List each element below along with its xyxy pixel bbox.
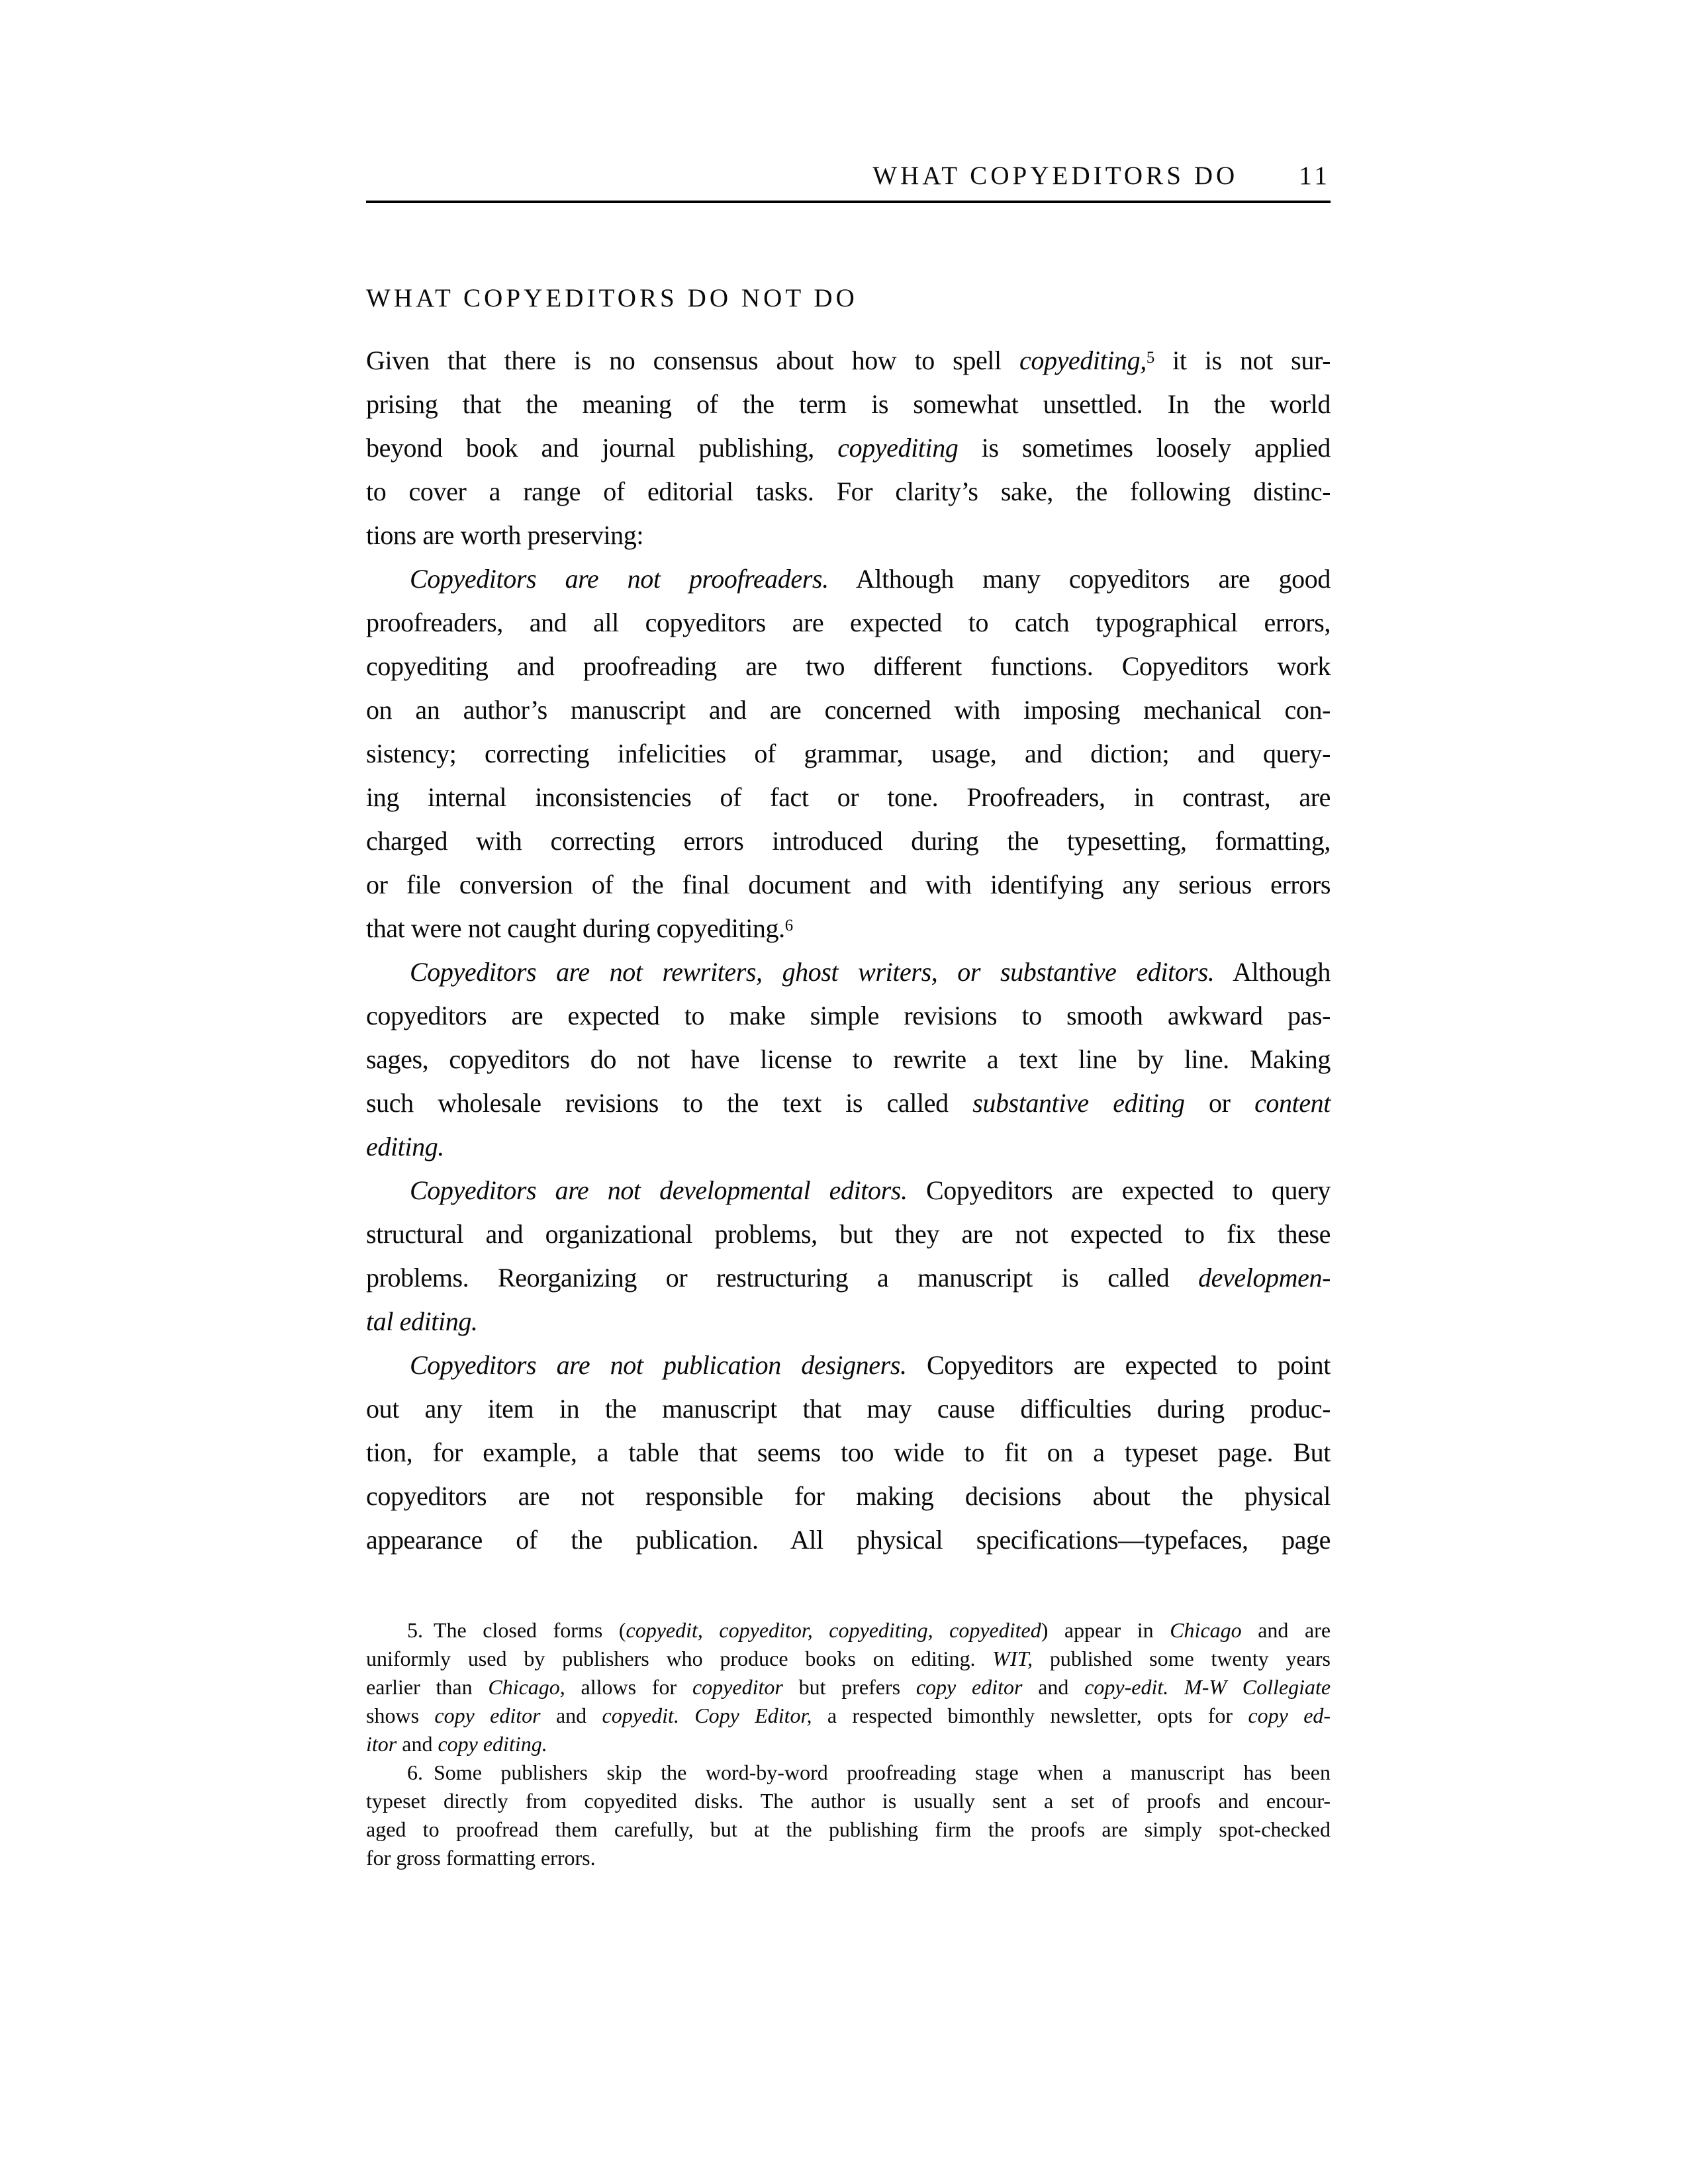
italic-text-segment: Copyeditors are not publication designers.: [410, 1350, 907, 1380]
text-segment: beyond book and journal publishing,: [366, 433, 838, 463]
body-text-line: [366, 1256, 1331, 1300]
italic-text-segment: copyediting,: [1019, 345, 1147, 375]
text-segment: earlier than: [366, 1675, 489, 1699]
body-text-line: [366, 1125, 1331, 1169]
italic-text-segment: M-W Collegiate: [1184, 1675, 1331, 1699]
text-segment: and are: [1241, 1618, 1331, 1642]
body-text-line: [366, 557, 1331, 601]
footnote-text-line: [366, 1787, 1331, 1815]
body-text-line: [366, 732, 1331, 776]
italic-text-segment: copyedit, copyeditor, copyediting, copyedited: [626, 1618, 1041, 1642]
text-segment: copyeditors are not responsible for making decisions about the physical: [366, 1481, 1331, 1511]
text-segment: such wholesale revisions to the text is called: [366, 1088, 973, 1118]
text-segment: and: [1022, 1675, 1085, 1699]
italic-text-segment: copy-edit.: [1084, 1675, 1169, 1699]
text-segment: ) appear in: [1041, 1618, 1170, 1642]
text-segment: published some twenty years: [1033, 1647, 1331, 1670]
body-text-line: [366, 1169, 1331, 1212]
italic-text-segment: tal editing.: [366, 1306, 478, 1336]
text-segment: or: [1184, 1088, 1255, 1118]
text-segment: proofreaders, and all copyeditors are expected to catch typographical errors,: [366, 608, 1331, 637]
body-text-line: [366, 339, 1331, 383]
text-segment: uniformly used by publishers who produce books on editing.: [366, 1647, 993, 1670]
text-segment: allows for: [565, 1675, 692, 1699]
italic-text-segment: copy ed-: [1248, 1704, 1331, 1727]
italic-text-segment: itor: [366, 1732, 397, 1756]
text-segment: shows: [366, 1704, 435, 1727]
italic-text-segment: Copyeditors are not developmental editors.: [410, 1175, 908, 1205]
text-segment: or file conversion of the final document and with identifying any serious errors: [366, 870, 1331, 899]
text-segment: Although: [1214, 957, 1331, 987]
text-segment: appearance of the publication. All physical specifications—typefaces, page: [366, 1525, 1331, 1555]
italic-text-segment: copy editor: [915, 1675, 1023, 1699]
text-segment: sages, copyeditors do not have license to rewrite a text line by line. Making: [366, 1044, 1331, 1074]
text-segment: to cover a range of editorial tasks. For clarity’s sake, the following distinc-: [366, 477, 1331, 506]
running-header: [366, 161, 1331, 191]
text-segment: that were not caught during copyediting.: [366, 913, 785, 943]
text-segment: problems. Reorganizing or restructuring a manuscript is called: [366, 1263, 1199, 1293]
text-segment: 6. Some publishers skip the word-by-word proofreading stage when a manuscript has been: [407, 1760, 1331, 1784]
text-segment: tions are worth preserving:: [366, 520, 644, 550]
body-text-line: [366, 1475, 1331, 1518]
footnote-text-line: [366, 1758, 1331, 1787]
body-text-line: [366, 1212, 1331, 1256]
italic-text-segment: Chicago: [1170, 1618, 1242, 1642]
italic-text-segment: editing.: [366, 1132, 444, 1161]
body-text-line: [366, 1431, 1331, 1475]
italic-text-segment: developmen-: [1198, 1263, 1331, 1293]
body-text-line: [366, 1387, 1331, 1431]
italic-text-segment: substantive editing: [972, 1088, 1185, 1118]
footnote-text-line: [366, 1730, 1331, 1758]
text-segment: for gross formatting errors.: [366, 1846, 596, 1870]
body-text-line: [366, 1518, 1331, 1562]
text-segment: out any item in the manuscript that may cause difficulties during produc-: [366, 1394, 1331, 1424]
body-text-line: [366, 383, 1331, 426]
footnotes-section: [366, 1616, 1331, 1872]
text-segment: on an author’s manuscript and are concerned with imposing mechanical con-: [366, 695, 1331, 725]
body-text-line: [366, 645, 1331, 688]
body-text-line: [366, 1300, 1331, 1343]
footnote-reference-superscript: 5: [1146, 348, 1154, 367]
footnote-text-line: [366, 1844, 1331, 1872]
body-text-line: [366, 950, 1331, 994]
text-segment: but prefers: [782, 1675, 916, 1699]
text-segment: prising that the meaning of the term is somewhat unsettled. In the world: [366, 389, 1331, 419]
running-header-title: WHAT COPYEDITORS DO: [872, 161, 1239, 190]
page-number: 11: [1299, 161, 1331, 190]
text-segment: typeset directly from copyedited disks. The author is usually sent a set of proofs and encour-: [366, 1789, 1331, 1813]
text-segment: Copyeditors are expected to point: [906, 1350, 1331, 1380]
body-text-line: [366, 601, 1331, 645]
body-text-line: [366, 426, 1331, 470]
header-rule: [366, 201, 1331, 203]
body-text-line: [366, 1081, 1331, 1125]
text-segment: sistency; correcting infelicities of grammar, usage, and diction; and query-: [366, 739, 1331, 768]
footnote-reference-superscript: 6: [784, 916, 793, 934]
text-segment: 5. The closed forms (: [407, 1618, 626, 1642]
footnote-text-line: [366, 1616, 1331, 1645]
italic-text-segment: WIT,: [992, 1647, 1033, 1670]
text-segment: ing internal inconsistencies of fact or tone. Proofreaders, in contrast, are: [366, 782, 1331, 812]
text-segment: [1168, 1675, 1184, 1699]
body-text-line: [366, 994, 1331, 1038]
footnote-text-line: [366, 1702, 1331, 1730]
text-segment: Copyeditors are expected to query: [907, 1175, 1331, 1205]
text-segment: and: [540, 1704, 602, 1727]
italic-text-segment: Chicago,: [488, 1675, 565, 1699]
text-segment: charged with correcting errors introduced during the typesetting, formatting,: [366, 826, 1331, 856]
italic-text-segment: copyedit. Copy Editor,: [602, 1704, 812, 1727]
text-segment: a respected bimonthly newsletter, opts for: [812, 1704, 1248, 1727]
italic-text-segment: content: [1254, 1088, 1331, 1118]
text-segment: it is not sur-: [1154, 345, 1331, 375]
footnote-text-line: [366, 1673, 1331, 1702]
body-text: [366, 339, 1331, 1562]
text-segment: Given that there is no consensus about how to spell: [366, 345, 1020, 375]
italic-text-segment: copyediting: [837, 433, 959, 463]
footnote-text-line: [366, 1645, 1331, 1673]
body-text-line: [366, 907, 1331, 950]
italic-text-segment: copyeditor: [692, 1675, 783, 1699]
body-text-line: [366, 1343, 1331, 1387]
body-text-line: [366, 514, 1331, 557]
italic-text-segment: copy editing.: [438, 1732, 547, 1756]
section-heading: WHAT COPYEDITORS DO NOT DO: [366, 284, 858, 312]
italic-text-segment: copy editor: [434, 1704, 541, 1727]
text-segment: aged to proofread them carefully, but at the publishing firm the proofs are simply spot-checked: [366, 1817, 1331, 1841]
text-segment: copyeditors are expected to make simple revisions to smooth awkward pas-: [366, 1001, 1331, 1030]
body-text-line: [366, 688, 1331, 732]
text-segment: copyediting and proofreading are two different functions. Copyeditors work: [366, 651, 1331, 681]
body-text-line: [366, 863, 1331, 907]
body-text-line: [366, 1038, 1331, 1081]
italic-text-segment: Copyeditors are not proofreaders.: [410, 564, 829, 594]
text-segment: and: [397, 1732, 438, 1756]
body-text-line: [366, 819, 1331, 863]
italic-text-segment: Copyeditors are not rewriters, ghost writers, or substantive editors.: [410, 957, 1215, 987]
text-segment: Although many copyeditors are good: [828, 564, 1331, 594]
text-segment: is sometimes loosely applied: [958, 433, 1331, 463]
body-text-line: [366, 776, 1331, 819]
text-segment: structural and organizational problems, but they are not expected to fix these: [366, 1219, 1331, 1249]
text-segment: tion, for example, a table that seems too wide to fit on a typeset page. But: [366, 1437, 1331, 1467]
body-text-line: [366, 470, 1331, 514]
footnote-text-line: [366, 1815, 1331, 1844]
